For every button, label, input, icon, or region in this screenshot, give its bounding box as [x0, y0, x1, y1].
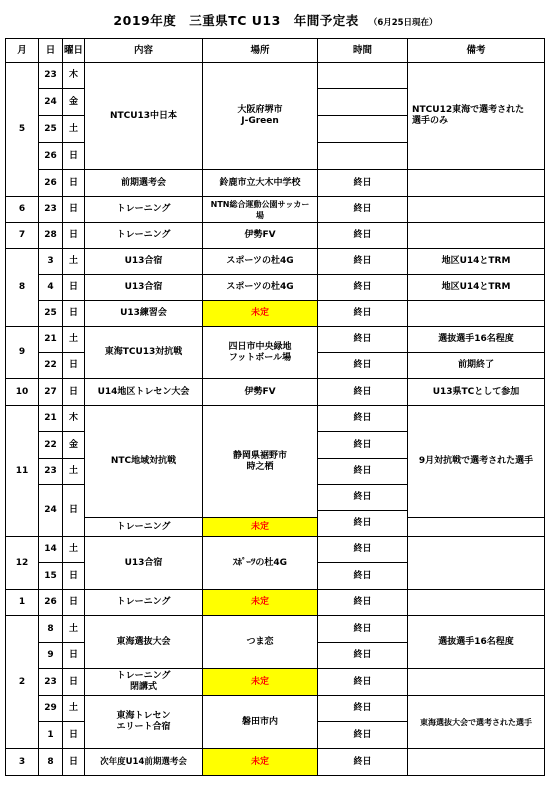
table-row [6, 590, 545, 616]
month-cell: 5 [6, 63, 39, 197]
place-cell-undecided: 未定 [203, 518, 318, 537]
time-cell: 終日 [318, 379, 408, 406]
place-cell [203, 197, 318, 223]
time-cell: 終日 [318, 432, 408, 459]
day-cell: 26 [39, 590, 63, 616]
notes-cell [408, 669, 545, 696]
weekday-cell: 日 [63, 722, 85, 749]
content-cell: U13合宿 [85, 275, 203, 301]
day-cell: 26 [39, 143, 63, 170]
place-cell-undecided: 未定 [203, 301, 318, 327]
notes-cell: 地区U14とTRM [408, 275, 545, 301]
day-cell: 24 [39, 89, 63, 116]
time-cell: 終日 [318, 275, 408, 301]
weekday-cell: 土 [63, 616, 85, 643]
time-cell: 終日 [318, 696, 408, 722]
day-cell: 15 [39, 563, 63, 590]
weekday-cell: 土 [63, 459, 85, 485]
day-cell: 24 [39, 485, 63, 537]
place-cell: スポーツの杜4G [203, 275, 318, 301]
weekday-cell: 日 [63, 485, 85, 537]
place-cell: 伊勢FV [203, 223, 318, 249]
place-cell: つま恋 [203, 616, 318, 669]
weekday-cell: 日 [63, 563, 85, 590]
time-cell [318, 143, 408, 170]
day-cell: 29 [39, 696, 63, 722]
day-cell: 3 [39, 249, 63, 275]
day-cell: 23 [39, 63, 63, 89]
weekday-cell: 金 [63, 89, 85, 116]
month-cell: 9 [6, 327, 39, 379]
place-cell-undecided: 未定 [203, 669, 318, 696]
time-cell: 終日 [318, 722, 408, 749]
day-cell: 21 [39, 327, 63, 353]
time-cell: 終日 [318, 643, 408, 669]
place-line: 時之栖 [246, 461, 274, 472]
weekday-cell: 日 [63, 379, 85, 406]
day-cell: 22 [39, 432, 63, 459]
month-cell: 3 [6, 749, 39, 776]
place-line: 場 [256, 210, 264, 220]
day-cell: 23 [39, 459, 63, 485]
weekday-cell: 日 [63, 143, 85, 170]
weekday-cell: 日 [63, 301, 85, 327]
day-cell: 27 [39, 379, 63, 406]
content-cell: U13練習会 [85, 301, 203, 327]
weekday-cell: 日 [63, 170, 85, 197]
content-cell: 前期選考会 [85, 170, 203, 197]
content-cell: U13合宿 [85, 249, 203, 275]
day-cell: 8 [39, 616, 63, 643]
day-cell: 4 [39, 275, 63, 301]
time-cell: 終日 [318, 459, 408, 485]
header-notes: 備考 [408, 39, 545, 63]
note-line: 選手のみ [412, 116, 449, 126]
time-cell: 終日 [318, 406, 408, 432]
time-cell: 終日 [318, 669, 408, 696]
header-place: 場所 [203, 39, 318, 63]
weekday-cell: 土 [63, 537, 85, 563]
time-cell [318, 89, 408, 116]
content-cell [85, 669, 203, 696]
content-cell: 次年度U14前期選考会 [85, 749, 203, 776]
table-row [6, 379, 545, 406]
day-cell: 9 [39, 643, 63, 669]
notes-cell [408, 749, 545, 776]
day-cell: 25 [39, 301, 63, 327]
header-month: 月 [6, 39, 39, 63]
content-line: 東海トレセン [116, 711, 171, 721]
notes-cell [408, 537, 545, 590]
table-row [6, 327, 545, 353]
weekday-cell: 日 [63, 590, 85, 616]
weekday-cell: 日 [63, 197, 85, 223]
day-cell: 23 [39, 197, 63, 223]
note-line: NTCU12東海で選考された [412, 105, 525, 115]
weekday-cell: 土 [63, 696, 85, 722]
notes-cell: 9月対抗戦で選考された選手 [408, 406, 545, 518]
content-cell: U13合宿 [85, 537, 203, 590]
content-line: エリート合宿 [116, 722, 171, 732]
notes-cell: 東海選抜大会で選考された選手 [408, 696, 545, 749]
weekday-cell: 木 [63, 406, 85, 432]
month-cell: 7 [6, 223, 39, 249]
notes-cell [408, 170, 545, 197]
content-cell [85, 696, 203, 749]
day-cell: 23 [39, 669, 63, 696]
month-cell: 8 [6, 249, 39, 327]
content-cell: トレーニング [85, 590, 203, 616]
notes-cell [408, 590, 545, 616]
schedule-table [5, 38, 545, 776]
place-cell: 鈴鹿市立大木中学校 [203, 170, 318, 197]
content-line: 閉講式 [129, 682, 157, 692]
time-cell: 終日 [318, 170, 408, 197]
time-cell: 終日 [318, 563, 408, 590]
place-line: 静岡県裾野市 [232, 450, 287, 461]
month-cell: 1 [6, 590, 39, 616]
title-date: （6月25日現在） [368, 18, 438, 28]
header-row [6, 39, 545, 63]
time-cell: 終日 [318, 249, 408, 275]
header-weekday: 曜日 [63, 39, 85, 63]
time-cell: 終日 [318, 301, 408, 327]
table-row [6, 537, 545, 563]
month-cell: 10 [6, 379, 39, 406]
table-row [6, 518, 545, 537]
day-cell: 8 [39, 749, 63, 776]
content-cell: NTCU13中日本 [85, 63, 203, 170]
table-row [6, 170, 545, 197]
time-cell [318, 63, 408, 89]
header-day: 日 [39, 39, 63, 63]
notes-cell: 選抜選手16名程度 [408, 616, 545, 669]
weekday-cell: 日 [63, 223, 85, 249]
month-cell: 6 [6, 197, 39, 223]
notes-cell: 選抜選手16名程度 [408, 327, 545, 353]
weekday-cell: 日 [63, 353, 85, 379]
place-cell-undecided: 未定 [203, 749, 318, 776]
content-cell: 東海選抜大会 [85, 616, 203, 669]
table-row [6, 406, 545, 432]
content-cell: トレーニング [85, 223, 203, 249]
day-cell: 14 [39, 537, 63, 563]
time-cell: 終日 [318, 537, 408, 563]
weekday-cell: 日 [63, 643, 85, 669]
notes-cell [408, 63, 545, 170]
notes-cell [408, 197, 545, 223]
month-cell: 2 [6, 616, 39, 749]
content-cell: 東海TCU13対抗戦 [85, 327, 203, 379]
day-cell: 21 [39, 406, 63, 432]
place-cell [203, 327, 318, 379]
day-cell: 1 [39, 722, 63, 749]
weekday-cell: 土 [63, 116, 85, 143]
time-cell: 終日 [318, 327, 408, 353]
table-row [6, 749, 545, 776]
table-row [6, 696, 545, 722]
content-cell: U14地区トレセン大会 [85, 379, 203, 406]
table-row [6, 249, 545, 275]
place-cell [203, 406, 318, 518]
time-cell: 終日 [318, 353, 408, 379]
weekday-cell: 金 [63, 432, 85, 459]
place-cell: スポーツの杜4G [203, 249, 318, 275]
notes-cell: 地区U14とTRM [408, 249, 545, 275]
time-cell: 終日 [318, 749, 408, 776]
title-main: 2019年度 三重県TC U13 年間予定表 [113, 13, 359, 28]
place-cell: 磐田市内 [203, 696, 318, 749]
weekday-cell: 日 [63, 669, 85, 696]
weekday-cell: 土 [63, 327, 85, 353]
place-line: フットボール場 [228, 352, 292, 363]
notes-cell [408, 223, 545, 249]
time-cell: 終日 [318, 223, 408, 249]
content-cell: トレーニング [85, 197, 203, 223]
time-cell: 終日 [318, 511, 408, 537]
table-row [6, 197, 545, 223]
weekday-cell: 木 [63, 63, 85, 89]
day-cell: 26 [39, 170, 63, 197]
month-cell: 11 [6, 406, 39, 537]
place-cell: 伊勢FV [203, 379, 318, 406]
place-line: 大阪府堺市 [237, 105, 283, 115]
time-cell: 終日 [318, 485, 408, 511]
weekday-cell: 日 [63, 275, 85, 301]
table-row [6, 616, 545, 643]
notes-cell [408, 301, 545, 327]
day-cell: 25 [39, 116, 63, 143]
weekday-cell: 土 [63, 249, 85, 275]
header-content: 内容 [85, 39, 203, 63]
content-line: トレーニング [116, 671, 171, 681]
place-cell [203, 63, 318, 170]
table-row [6, 63, 545, 89]
day-cell: 28 [39, 223, 63, 249]
time-cell: 終日 [318, 197, 408, 223]
weekday-cell: 日 [63, 749, 85, 776]
notes-cell: U13県TCとして参加 [408, 379, 545, 406]
day-cell: 22 [39, 353, 63, 379]
place-cell: ｽﾎﾟｰﾂの杜4G [203, 537, 318, 590]
schedule-title [0, 10, 551, 29]
place-line: J-Green [241, 116, 279, 126]
month-cell: 12 [6, 537, 39, 590]
place-line: NTN総合運動公園サッカー [210, 199, 310, 209]
content-cell: NTC地域対抗戦 [85, 406, 203, 518]
time-cell: 終日 [318, 616, 408, 643]
table-row [6, 223, 545, 249]
notes-cell: 前期終了 [408, 353, 545, 379]
table-row [6, 669, 545, 696]
notes-cell [408, 518, 545, 537]
time-cell: 終日 [318, 590, 408, 616]
header-time: 時間 [318, 39, 408, 63]
time-cell [318, 116, 408, 143]
place-line: 四日市中央緑地 [228, 341, 292, 352]
table-row [6, 301, 545, 327]
content-cell: トレーニング [85, 518, 203, 537]
place-cell-undecided: 未定 [203, 590, 318, 616]
table-row [6, 275, 545, 301]
